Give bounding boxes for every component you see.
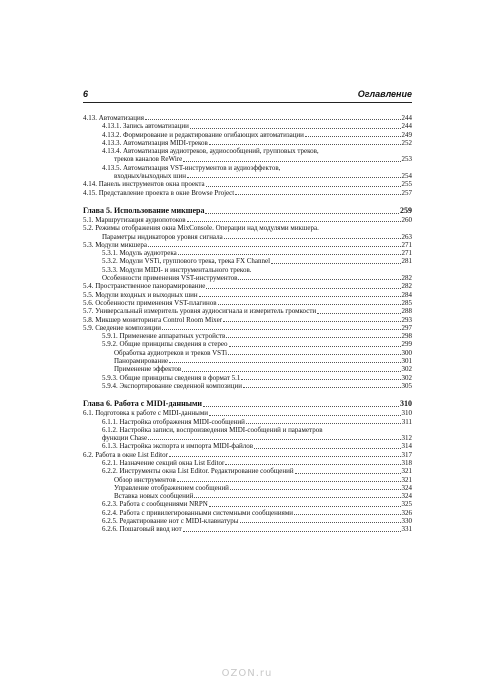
toc-entry-title: 6.2.2. Инструменты окна List Editor. Редактирование сообщений <box>102 467 294 476</box>
toc-page-number: 326 <box>401 508 412 517</box>
dot-leader <box>238 279 400 280</box>
toc-entry <box>83 233 412 241</box>
toc-page-number: 324 <box>401 492 412 501</box>
section-gap <box>83 197 412 206</box>
toc-entry <box>83 291 412 299</box>
dot-leader <box>294 514 400 515</box>
dot-leader <box>162 329 400 330</box>
toc-page-number: 330 <box>401 517 412 526</box>
toc-entry-title: входных/выходных шин <box>114 172 186 181</box>
dot-leader <box>183 531 401 532</box>
toc-entry <box>83 257 412 265</box>
toc-entry <box>83 459 412 467</box>
page-number: 6 <box>83 89 89 99</box>
toc-entry <box>83 484 412 492</box>
dot-leader <box>243 387 401 388</box>
table-of-contents <box>83 114 412 534</box>
dot-leader <box>209 144 401 145</box>
toc-entry <box>83 131 412 139</box>
toc-page-number: 325 <box>401 500 412 509</box>
toc-page-number: 299 <box>401 340 412 349</box>
toc-entry-title: 6.2.3. Работа с сообщениями NRPN <box>102 500 208 509</box>
toc-entry-title: 5.9. Сведение композиции <box>83 323 162 332</box>
toc-entry-title: Особенности применения VST-инструментов <box>102 274 238 283</box>
toc-page-number: 297 <box>401 323 412 332</box>
dot-leader <box>148 246 400 247</box>
toc-entry-title: 5.6. Особенности применения VST-плагинов <box>83 298 217 307</box>
toc-entry <box>83 324 412 332</box>
toc-page-number: 317 <box>401 450 412 459</box>
toc-entry-title: функции Chase <box>102 434 148 443</box>
dot-leader <box>190 128 401 129</box>
toc-entry-title: 5.8. Микшер мониторинга Control Room Mixer <box>83 315 223 324</box>
dot-leader <box>254 448 400 449</box>
dot-leader <box>246 423 401 424</box>
toc-page-number: 244 <box>401 122 412 131</box>
toc-entry <box>83 382 412 390</box>
toc-page-number: 252 <box>401 138 412 147</box>
toc-entry-title: 6.2.1. Назначение секций окна List Editor <box>102 458 225 467</box>
toc-entry-title: 5.9.4. Экспортирование сведенной композиции <box>102 381 242 390</box>
toc-entry <box>83 374 412 382</box>
toc-entry-title: треков каналов ReWire <box>114 155 183 164</box>
toc-entry <box>83 517 412 525</box>
toc-entry <box>83 180 412 188</box>
toc-entry <box>83 139 412 147</box>
toc-page-number: 255 <box>401 180 412 189</box>
toc-entry-title: 4.13. Автоматизация <box>83 114 144 122</box>
toc-entry-title: 6.1.1. Настройка отображения MIDI-сообщений <box>102 417 245 426</box>
toc-page-number: 259 <box>400 205 412 215</box>
toc-entry <box>83 164 412 172</box>
toc-entry <box>83 442 412 450</box>
dot-leader <box>241 379 400 380</box>
toc-page-number: 310 <box>401 409 412 418</box>
toc-entry-title: Панорамирование <box>114 357 169 366</box>
toc-page-number: 260 <box>401 215 412 224</box>
dot-leader <box>209 415 400 416</box>
toc-entry-title: 5.1. Маршрутизация аудиопотоков <box>83 215 186 224</box>
toc-page-number: 321 <box>401 475 412 484</box>
toc-entry-title: 6.1.2. Настройка записи, воспроизведения MIDI-сообщений и параметров <box>102 425 323 434</box>
toc-entry-title: 5.9.2. Общие принципы сведения в стерео <box>102 340 228 349</box>
toc-entry <box>83 249 412 257</box>
toc-entry <box>83 307 412 315</box>
dot-leader <box>205 213 399 214</box>
dot-leader <box>228 354 400 355</box>
toc-page-number: 318 <box>401 458 412 467</box>
toc-entry <box>83 349 412 357</box>
toc-entry <box>83 409 412 417</box>
toc-page-number: 298 <box>401 332 412 341</box>
toc-page-number: 263 <box>401 232 412 241</box>
dot-leader <box>177 481 401 482</box>
dot-leader <box>183 161 400 162</box>
toc-page-number: 311 <box>401 417 412 426</box>
toc-entry-title: 5.5. Модули входных и выходных шин <box>83 290 198 299</box>
toc-entry-title: 6.2.5. Редактирование нот с MIDI-клавиатуры <box>102 517 239 526</box>
toc-entry-title: 4.13.2. Формирование и редактирование огибающих автоматизации <box>102 130 304 139</box>
toc-entry <box>83 332 412 340</box>
toc-entry <box>83 418 412 426</box>
dot-leader <box>199 296 401 297</box>
toc-page-number: 324 <box>401 483 412 492</box>
toc-entry <box>83 147 412 155</box>
toc-entry <box>83 426 412 434</box>
toc-entry <box>83 476 412 484</box>
toc-entry-title: Обработка аудиотреков и треков VSTi <box>114 348 228 357</box>
dot-leader <box>206 186 401 187</box>
toc-entry <box>83 299 412 307</box>
dot-leader <box>271 263 400 264</box>
toc-entry <box>83 122 412 130</box>
toc-page-number: 254 <box>401 172 412 181</box>
toc-entry <box>83 340 412 348</box>
dot-leader <box>295 473 401 474</box>
toc-entry <box>83 316 412 324</box>
toc-entry-title: 6.1. Подготовка к работе с MIDI-данными <box>83 409 209 418</box>
toc-page-number: 310 <box>400 399 412 409</box>
toc-entry <box>83 266 412 274</box>
toc-entry-title: 4.13.3. Автоматизация MIDI-треков <box>102 138 208 147</box>
toc-entry-title: Глава 5. Использование микшера <box>83 205 205 215</box>
toc-entry-title: Обзор инструментов <box>114 475 176 484</box>
dot-leader <box>194 497 400 498</box>
dot-leader <box>169 362 400 363</box>
section-gap <box>83 390 412 399</box>
toc-entry <box>83 216 412 224</box>
dot-leader <box>145 119 401 120</box>
toc-page-number: 285 <box>401 298 412 307</box>
toc-page-number: 300 <box>401 348 412 357</box>
dot-leader <box>209 506 401 507</box>
header-rule <box>83 102 412 103</box>
toc-entry <box>83 525 412 533</box>
running-title: Оглавление <box>357 89 412 99</box>
dot-leader <box>203 406 399 407</box>
toc-entry-title: Вставка новых сообщений <box>114 492 194 501</box>
dot-leader <box>218 304 401 305</box>
toc-entry-title: 4.13.5. Автоматизация VST-инструментов и аудиоэффектов, <box>102 163 281 172</box>
toc-page-number: 321 <box>401 467 412 476</box>
dot-leader <box>187 177 401 178</box>
dot-leader <box>187 221 401 222</box>
toc-chapter <box>83 399 412 409</box>
toc-entry <box>83 114 412 122</box>
dot-leader <box>230 489 401 490</box>
toc-entry-title: 6.2.4. Работа с привилегированными системными сообщениями <box>102 508 294 517</box>
toc-page-number: 288 <box>401 307 412 316</box>
toc-entry <box>83 434 412 442</box>
toc-entry-title: 5.7. Универсальный измеритель уровня аудиосигнала и измеритель громкости <box>83 307 317 316</box>
dot-leader <box>224 238 401 239</box>
toc-page-number: 282 <box>401 282 412 291</box>
toc-entry-title: 5.3. Модули микшера <box>83 240 148 249</box>
toc-entry <box>83 274 412 282</box>
dot-leader <box>317 313 400 314</box>
toc-page-number: 249 <box>401 130 412 139</box>
dot-leader <box>240 522 401 523</box>
toc-entry-title: 4.13.1. Запись автоматизации <box>102 122 189 131</box>
toc-entry-title: 5.9.1. Применение аппаратных устройств <box>102 332 226 341</box>
toc-page-number: 271 <box>401 240 412 249</box>
toc-entry-title: 6.2.6. Пошаговый ввод нот <box>102 525 182 534</box>
dot-leader <box>305 136 401 137</box>
toc-chapter <box>83 206 412 216</box>
toc-entry <box>83 241 412 249</box>
toc-page-number: 293 <box>401 315 412 324</box>
toc-entry-title: 4.13.4. Автоматизация аудиотреков, аудиосообщений, групповых треков, <box>102 147 319 156</box>
dot-leader <box>182 371 400 372</box>
toc-entry-title: 5.3.2. Модули VSTi, группового трека, трека FX Channel <box>102 257 271 266</box>
toc-entry-title: 6.1.3. Настройка экспорта и импорта MIDI-файлов <box>102 442 254 451</box>
toc-entry-title: 5.4. Пространственное панорамирование <box>83 282 206 291</box>
toc-page-number: 314 <box>401 442 412 451</box>
toc-entry <box>83 451 412 459</box>
toc-entry-title: 4.14. Панель инструментов окна проекта <box>83 180 205 189</box>
toc-page-number: 244 <box>401 114 412 122</box>
toc-entry <box>83 492 412 500</box>
toc-entry <box>83 155 412 163</box>
dot-leader <box>178 254 401 255</box>
toc-page-number: 312 <box>401 434 412 443</box>
toc-page-number: 302 <box>401 365 412 374</box>
dot-leader <box>235 194 400 195</box>
toc-entry-title: 5.3.1. Модуль аудиотрека <box>102 249 177 258</box>
toc-entry <box>83 172 412 180</box>
toc-entry-title: Параметры индикаторов уровня сигнала <box>102 232 223 241</box>
dot-leader <box>223 321 400 322</box>
watermark: OZON.ru <box>221 668 273 679</box>
toc-entry <box>83 509 412 517</box>
toc-page-number: 271 <box>401 249 412 258</box>
toc-entry-title: 6.2. Работа в окне List Editor <box>83 450 168 459</box>
toc-entry <box>83 224 412 232</box>
toc-page-number: 253 <box>401 155 412 164</box>
dot-leader <box>148 439 400 440</box>
toc-entry-title: Применение эффектов <box>114 365 182 374</box>
toc-entry <box>83 357 412 365</box>
toc-page-number: 284 <box>401 290 412 299</box>
toc-page-number: 257 <box>401 188 412 197</box>
toc-page-number: 331 <box>401 525 412 534</box>
dot-leader <box>225 464 400 465</box>
toc-entry <box>83 500 412 508</box>
toc-entry-title: 5.9.3. Общие принципы сведения в формат 5.1 <box>102 373 241 382</box>
toc-entry-title: 5.2. Режимы отображения окна MixConsole. Операции над модулями микшера. <box>83 224 319 233</box>
toc-entry <box>83 189 412 197</box>
toc-page-number: 305 <box>401 381 412 390</box>
toc-entry <box>83 282 412 290</box>
running-header <box>83 89 412 101</box>
dot-leader <box>169 456 401 457</box>
dot-leader <box>229 346 401 347</box>
toc-entry-title: 4.15. Представление проекта в окне Browse Project <box>83 188 235 197</box>
toc-entry <box>83 365 412 373</box>
toc-entry-title: Управление отображением сообщений <box>114 483 229 492</box>
toc-page-number: 301 <box>401 357 412 366</box>
toc-entry-title: Глава 6. Работа с MIDI-данными <box>83 399 203 409</box>
toc-page-number: 302 <box>401 373 412 382</box>
toc-page-number: 281 <box>401 257 412 266</box>
toc-entry <box>83 467 412 475</box>
toc-entry-title: 5.3.3. Модули MIDI- и инструментального треков. <box>102 265 252 274</box>
toc-page-number: 282 <box>401 274 412 283</box>
dot-leader <box>226 337 400 338</box>
dot-leader <box>206 288 400 289</box>
